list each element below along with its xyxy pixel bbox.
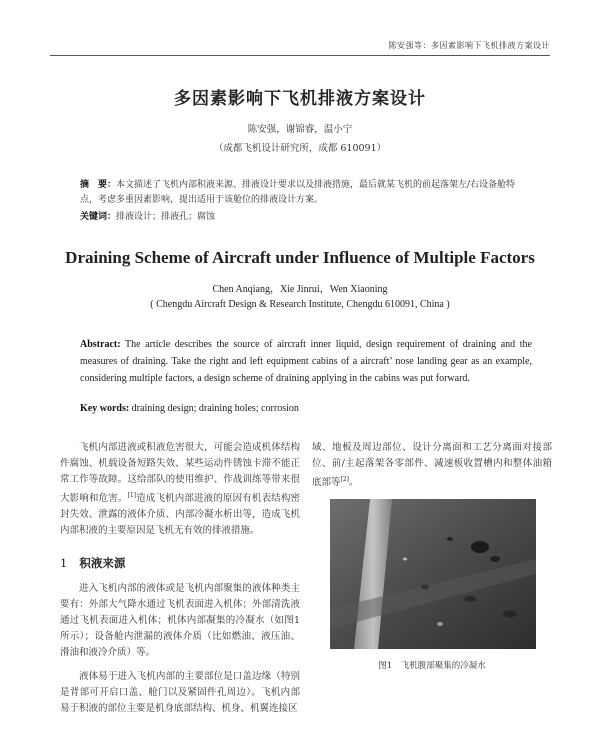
section-heading (60, 555, 300, 571)
section-number: 1 (60, 556, 68, 571)
abstract-english (80, 336, 532, 387)
keywords-english-label: Key words: (80, 403, 130, 414)
intro-text: 飞机内部进液或积液危害很大，可能会造成机体结构件腐蚀、机载设备短路失效、某些运动件锈蚀卡滞不能正常工作等故障。这给部队的使用维护、作战训练等带来很大影响和危害。 (60, 442, 300, 505)
title-english: Draining Scheme of Aircraft under Influence of Multiple Factors (65, 248, 535, 267)
abstract-english-label: Abstract: (80, 339, 121, 350)
section1-paragraph-1: 进入飞机内部的液体或是飞机内部聚集的液体种类主要有：外部大气降水通过飞机表面进入机体；外部清洗液通过飞机表面进入机体；机体内部凝集的冷凝水（如图1所示）；设备舱内泄漏的液体介质（比如燃油、液压油、滑油和液冷介质）等。 (60, 583, 300, 659)
abstract-chinese (80, 178, 532, 208)
abstract-chinese-text: 本文描述了飞机内部积液来源、排液设计要求以及排液措施，最后就某飞机的前起落架左/右设备舱特点，考虑多重因素影响，提出适用于该舱位的排液设计方案。 (80, 180, 516, 205)
keywords-chinese (80, 209, 532, 222)
running-head: 陈安强等：多因素影响下飞机排液方案设计 (388, 41, 550, 50)
section-title: 积液来源 (79, 556, 126, 571)
affiliation-english: ( Chengdu Aircraft Design & Research Institute, Chengdu 610091, China ) (150, 299, 450, 310)
section1-paragraph-2-text: 液体易于进入飞机内部的主要部位是口盖边缘（特别是背部可开启口盖、舱门以及紧固件孔周边）。飞机内部易于积液的部位主要是机身底部结构、机身、机翼连接区 (60, 671, 300, 715)
intro-text-continued: 造成飞机内部进液的原因有机表结构密封失效、泄露的液体介质、内部冷凝水析出等，造成飞机内部积液的主要原因是飞机无有效的排液措施。 (60, 493, 300, 537)
authors-chinese: 陈安强，谢锦睿，温小宁 (247, 124, 353, 135)
condensation-photo-image (330, 499, 536, 649)
abstract-chinese-label: 摘 要： (80, 180, 117, 190)
section1-paragraph-2-continued-text: 域、地板及周边部位、设计分离面和工艺分离面对接部位、前/主起落架各零部件、减速板收置槽内和整体油箱底部等 (312, 442, 552, 489)
keywords-english (80, 403, 532, 414)
keywords-english-text: draining design; draining holes; corrosion (129, 403, 299, 414)
keywords-chinese-text: 排液设计；排液孔；腐蚀 (116, 212, 216, 222)
body-column-right (312, 440, 552, 491)
section1-paragraph-2 (60, 669, 300, 717)
keywords-chinese-label: 关键词： (80, 212, 117, 222)
section1-paragraph-2-end: 。 (349, 477, 359, 489)
authors-english: Chen Anqiang，Xie Jinrui，Wen Xiaoning (212, 284, 388, 295)
header-rule (50, 55, 550, 56)
abstract-english-text: The article describes the source of aircraft inner liquid, design requirement of draining and the measures of draining. Take the right and left equipment cabins of a aircraft’ nose landing gear as an example, considering multiple factors, a design scheme of draining applying in the cabins was put forward. (80, 339, 532, 384)
figure-caption: 图1 飞机腹部聚集的冷凝水 (378, 661, 486, 671)
intro-paragraph (60, 440, 300, 539)
title-chinese: 多因素影响下飞机排液方案设计 (174, 89, 426, 109)
citation-ref: [1] (127, 492, 137, 499)
body-column-left (60, 440, 300, 717)
section1-paragraph-2-continued (312, 440, 552, 491)
affiliation-chinese: （成都飞机设计研究所，成都 610091） (213, 143, 387, 154)
citation-ref: [2] (340, 476, 350, 483)
figure-condensation-photo (330, 499, 536, 649)
